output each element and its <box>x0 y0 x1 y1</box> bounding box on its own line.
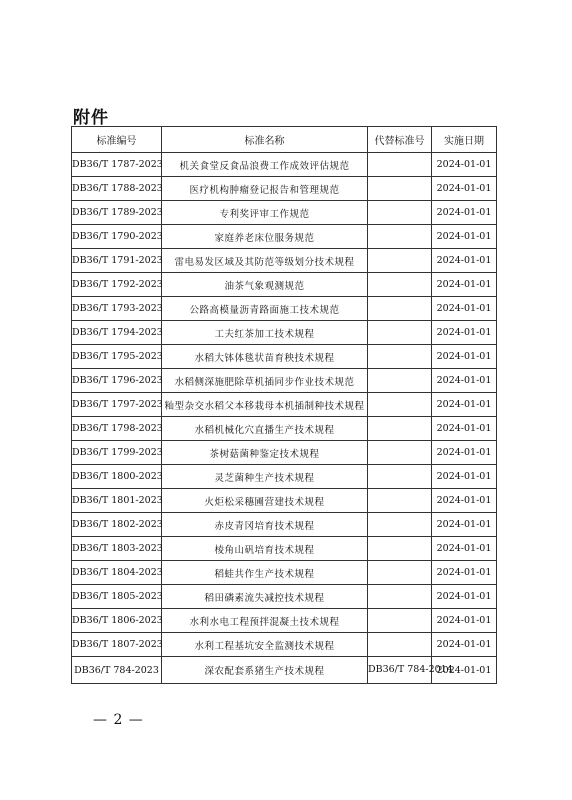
cell-date: 2024-01-01 <box>432 465 497 489</box>
table-row <box>72 609 497 633</box>
cell-replaces <box>368 393 432 417</box>
cell-replaces <box>368 633 432 657</box>
cell-name: 专利奖评审工作规范 <box>162 201 368 225</box>
cell-replaces <box>368 201 432 225</box>
cell-name: 油茶气象观测规范 <box>162 273 368 297</box>
cell-name: 公路高模量沥青路面施工技术规范 <box>162 297 368 321</box>
cell-name: 赤皮青冈培育技术规程 <box>162 513 368 537</box>
cell-date: 2024-01-01 <box>432 321 497 345</box>
standards-table <box>71 126 497 684</box>
table-row <box>72 633 497 657</box>
header-date: 实施日期 <box>432 127 497 153</box>
cell-replaces <box>368 537 432 561</box>
cell-name: 火炬松采穗圃营建技术规程 <box>162 489 368 513</box>
cell-replaces <box>368 345 432 369</box>
cell-code: DB36/T 1799-2023 <box>72 441 162 465</box>
cell-date: 2024-01-01 <box>432 561 497 585</box>
cell-replaces <box>368 465 432 489</box>
header-replaces: 代替标准号 <box>368 127 432 153</box>
cell-code: DB36/T 1804-2023 <box>72 561 162 585</box>
cell-date: 2024-01-01 <box>432 297 497 321</box>
cell-date: 2024-01-01 <box>432 345 497 369</box>
cell-code: DB36/T 1792-2023 <box>72 273 162 297</box>
cell-replaces <box>368 561 432 585</box>
cell-date: 2024-01-01 <box>432 633 497 657</box>
table-row <box>72 537 497 561</box>
cell-name: 籼型杂交水稻父本移栽母本机插制种技术规程 <box>162 393 368 417</box>
cell-replaces <box>368 489 432 513</box>
cell-name: 茶树菇菌种鉴定技术规程 <box>162 441 368 465</box>
cell-replaces <box>368 297 432 321</box>
attachment-heading: 附件 <box>73 108 109 128</box>
page-number: — 2 — <box>93 712 144 728</box>
cell-date: 2024-01-01 <box>432 177 497 201</box>
cell-code: DB36/T 1802-2023 <box>72 513 162 537</box>
cell-code: DB36/T 1805-2023 <box>72 585 162 609</box>
cell-replaces <box>368 249 432 273</box>
cell-code: DB36/T 1787-2023 <box>72 153 162 177</box>
cell-replaces <box>368 609 432 633</box>
cell-code: DB36/T 1801-2023 <box>72 489 162 513</box>
table-row <box>72 345 497 369</box>
table-row <box>72 657 497 684</box>
table-row <box>72 297 497 321</box>
table-row <box>72 273 497 297</box>
table-row <box>72 321 497 345</box>
table-row <box>72 369 497 393</box>
cell-name: 稻田磷素流失减控技术规程 <box>162 585 368 609</box>
cell-replaces <box>368 585 432 609</box>
cell-date: 2024-01-01 <box>432 489 497 513</box>
cell-name: 雷电易发区域及其防范等级划分技术规程 <box>162 249 368 273</box>
cell-date: 2024-01-01 <box>432 273 497 297</box>
cell-date: 2024-01-01 <box>432 153 497 177</box>
cell-code: DB36/T 1788-2023 <box>72 177 162 201</box>
cell-date: 2024-01-01 <box>432 585 497 609</box>
table-row <box>72 489 497 513</box>
header-name: 标准名称 <box>162 127 368 153</box>
cell-code: DB36/T 1797-2023 <box>72 393 162 417</box>
table-row <box>72 513 497 537</box>
cell-name: 稻蛙共作生产技术规程 <box>162 561 368 585</box>
cell-date: 2024-01-01 <box>432 369 497 393</box>
cell-date: 2024-01-01 <box>432 657 497 684</box>
table-row <box>72 225 497 249</box>
cell-code: DB36/T 784-2023 <box>72 657 162 684</box>
cell-replaces <box>368 321 432 345</box>
cell-code: DB36/T 1789-2023 <box>72 201 162 225</box>
cell-name: 水稻大钵体毯状苗育秧技术规程 <box>162 345 368 369</box>
cell-code: DB36/T 1794-2023 <box>72 321 162 345</box>
table-row <box>72 153 497 177</box>
cell-replaces <box>368 273 432 297</box>
table-header-row <box>72 127 497 153</box>
table-row <box>72 465 497 489</box>
cell-code: DB36/T 1803-2023 <box>72 537 162 561</box>
cell-name: 工夫红茶加工技术规程 <box>162 321 368 345</box>
cell-date: 2024-01-01 <box>432 441 497 465</box>
cell-date: 2024-01-01 <box>432 393 497 417</box>
cell-date: 2024-01-01 <box>432 201 497 225</box>
cell-date: 2024-01-01 <box>432 417 497 441</box>
cell-name: 水稻侧深施肥除草机插同步作业技术规范 <box>162 369 368 393</box>
cell-name: 医疗机构肿瘤登记报告和管理规范 <box>162 177 368 201</box>
cell-name: 家庭养老床位服务规范 <box>162 225 368 249</box>
header-code: 标准编号 <box>72 127 162 153</box>
cell-replaces <box>368 153 432 177</box>
cell-replaces <box>368 177 432 201</box>
cell-code: DB36/T 1793-2023 <box>72 297 162 321</box>
cell-replaces <box>368 417 432 441</box>
cell-replaces <box>368 441 432 465</box>
cell-date: 2024-01-01 <box>432 537 497 561</box>
table-row <box>72 417 497 441</box>
cell-date: 2024-01-01 <box>432 225 497 249</box>
table-row <box>72 249 497 273</box>
cell-replaces <box>368 369 432 393</box>
cell-code: DB36/T 1798-2023 <box>72 417 162 441</box>
cell-name: 机关食堂反食品浪费工作成效评估规范 <box>162 153 368 177</box>
table-row <box>72 201 497 225</box>
cell-name: 水利水电工程预拌混凝土技术规程 <box>162 609 368 633</box>
cell-name: 棱角山矾培育技术规程 <box>162 537 368 561</box>
cell-code: DB36/T 1795-2023 <box>72 345 162 369</box>
cell-code: DB36/T 1807-2023 <box>72 633 162 657</box>
cell-date: 2024-01-01 <box>432 249 497 273</box>
cell-replaces <box>368 225 432 249</box>
cell-code: DB36/T 1796-2023 <box>72 369 162 393</box>
table-row <box>72 177 497 201</box>
cell-code: DB36/T 1791-2023 <box>72 249 162 273</box>
table-row <box>72 561 497 585</box>
cell-date: 2024-01-01 <box>432 609 497 633</box>
cell-code: DB36/T 1806-2023 <box>72 609 162 633</box>
table-row <box>72 585 497 609</box>
cell-replaces: DB36/T 784-2014 <box>368 657 432 684</box>
cell-code: DB36/T 1790-2023 <box>72 225 162 249</box>
cell-name: 深农配套系猪生产技术规程 <box>162 657 368 684</box>
cell-name: 水稻机械化穴直播生产技术规程 <box>162 417 368 441</box>
cell-replaces <box>368 513 432 537</box>
cell-name: 水利工程基坑安全监测技术规程 <box>162 633 368 657</box>
table-row <box>72 393 497 417</box>
cell-date: 2024-01-01 <box>432 513 497 537</box>
table-row <box>72 441 497 465</box>
cell-name: 灵芝菌种生产技术规程 <box>162 465 368 489</box>
cell-code: DB36/T 1800-2023 <box>72 465 162 489</box>
